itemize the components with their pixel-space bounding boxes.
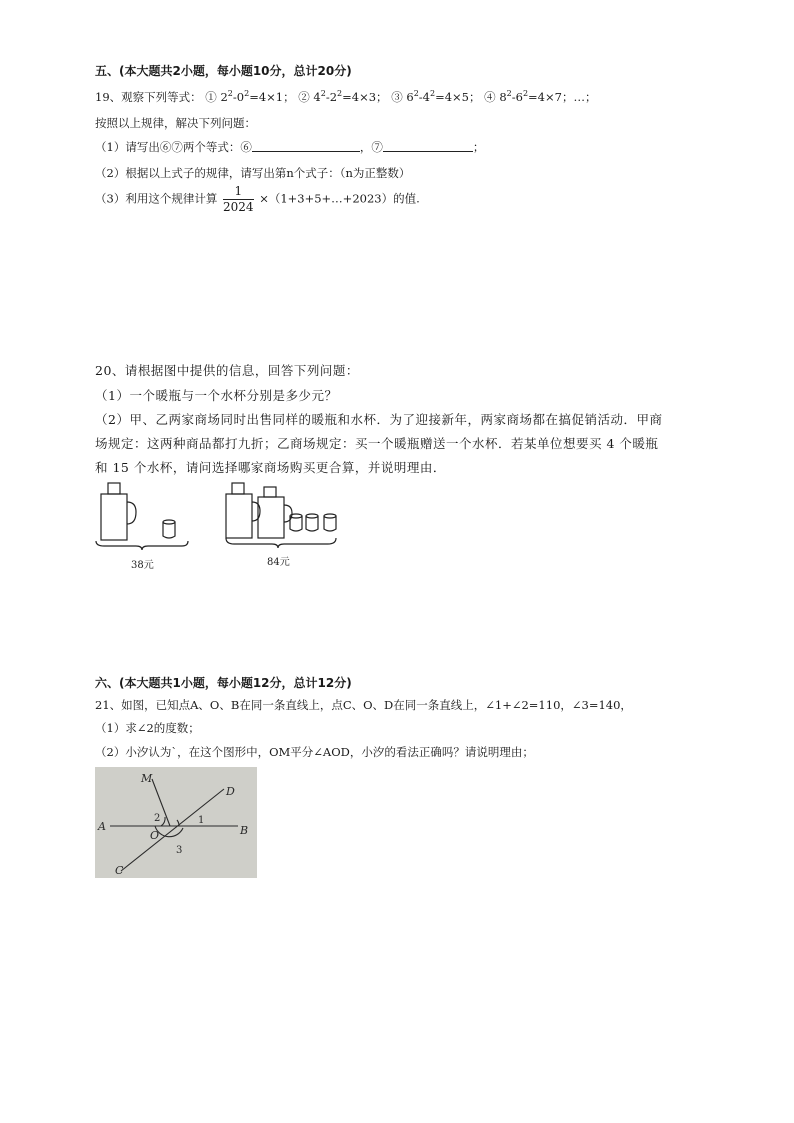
q21-geometry-figure (95, 767, 257, 878)
answer-blank-7[interactable] (383, 141, 473, 152)
q19-part1-text2: ，⑦ (359, 140, 383, 154)
photo-background (95, 767, 257, 878)
label-A: A (98, 820, 106, 833)
label-O: O (150, 829, 160, 842)
section-6-heading: 六、(本大题共1小题，每小题12分，总计12分) (95, 676, 352, 690)
cup-icon (163, 520, 175, 538)
fraction: $\frac{1}{2024}$ (222, 184, 254, 214)
label-angle-3: 3 (176, 845, 183, 856)
eq2: ② $4^2-2^2=4\times 3$； (298, 89, 388, 104)
q19-prefix: 19、观察下列等式： (95, 90, 202, 104)
price-label-2: 84元 (267, 557, 290, 568)
thermos-icon (101, 483, 136, 540)
q19-part3: （3）利用这个规律计算 $\frac{1}{2024}$ ×（1+3+5+…+2023）的值. (95, 184, 420, 214)
thermos-icon (258, 487, 292, 538)
label-B: B (240, 824, 249, 837)
q21-line3: （2）小汐认为`，在这个图形中，OM平分∠AOD，小汐的看法正确吗？请说明理由； (95, 745, 534, 759)
brace-2 (226, 538, 336, 548)
q20-line5: 和 15 个水杯，请问选择哪家商场购买更合算，并说明理由． (95, 460, 446, 475)
cup-icon (306, 514, 318, 531)
eq1: ① $2^2-0^2=4\times 1$； (205, 89, 295, 104)
q19-part2: （2）根据以上式子的规律，请写出第n个式子：（n为正整数） (95, 166, 411, 180)
label-D: D (226, 785, 235, 798)
answer-blank-6[interactable] (252, 141, 360, 152)
q20-line2: （1）一个暖瓶与一个水杯分别是多少元？ (95, 388, 338, 403)
label-C: C (115, 864, 124, 877)
q19-instruction: 按照以上规律，解决下列问题： (95, 116, 256, 130)
section-5-heading: 五、(本大题共2小题，每小题10分，总计20分) (95, 64, 352, 78)
q20-line3: （2）甲、乙两家商场同时出售同样的暖瓶和水杯．为了迎接新年，两家商场都在搞促销活动．甲商 (95, 412, 663, 427)
q19-part1: （1）请写出⑥⑦两个等式：⑥ ，⑦ ； (95, 140, 485, 154)
thermos-icon (226, 483, 260, 538)
eq3: ③ $6^2-4^2=4\times 5$； (391, 89, 481, 104)
q21-line1: 21、如图，已知点A、O、B在同一条直线上，点C、O、D在同一条直线上，∠1+∠2=110，∠3=140， (95, 698, 632, 712)
price-label-1: 38元 (131, 560, 154, 571)
eq4: ④ $8^2-6^2=4\times 7$；…； (484, 89, 597, 104)
q20-line1: 20、请根据图中提供的信息，回答下列问题： (95, 363, 359, 378)
cup-icon (324, 514, 336, 531)
label-M: M (141, 772, 153, 785)
q20-figure (90, 478, 350, 573)
q20-line4: 场规定：这两种商品都打九折；乙商场规定：买一个暖瓶赠送一个水杯．若某单位想要买 4 个暖瓶 (95, 436, 659, 451)
q19-part1-text: （1）请写出⑥⑦两个等式：⑥ (95, 140, 252, 154)
label-angle-2: 2 (154, 813, 161, 824)
q21-line2: （1）求∠2的度数； (95, 721, 200, 735)
q19-line1 (95, 89, 596, 105)
label-angle-1: 1 (198, 815, 205, 826)
brace-1 (96, 541, 188, 550)
